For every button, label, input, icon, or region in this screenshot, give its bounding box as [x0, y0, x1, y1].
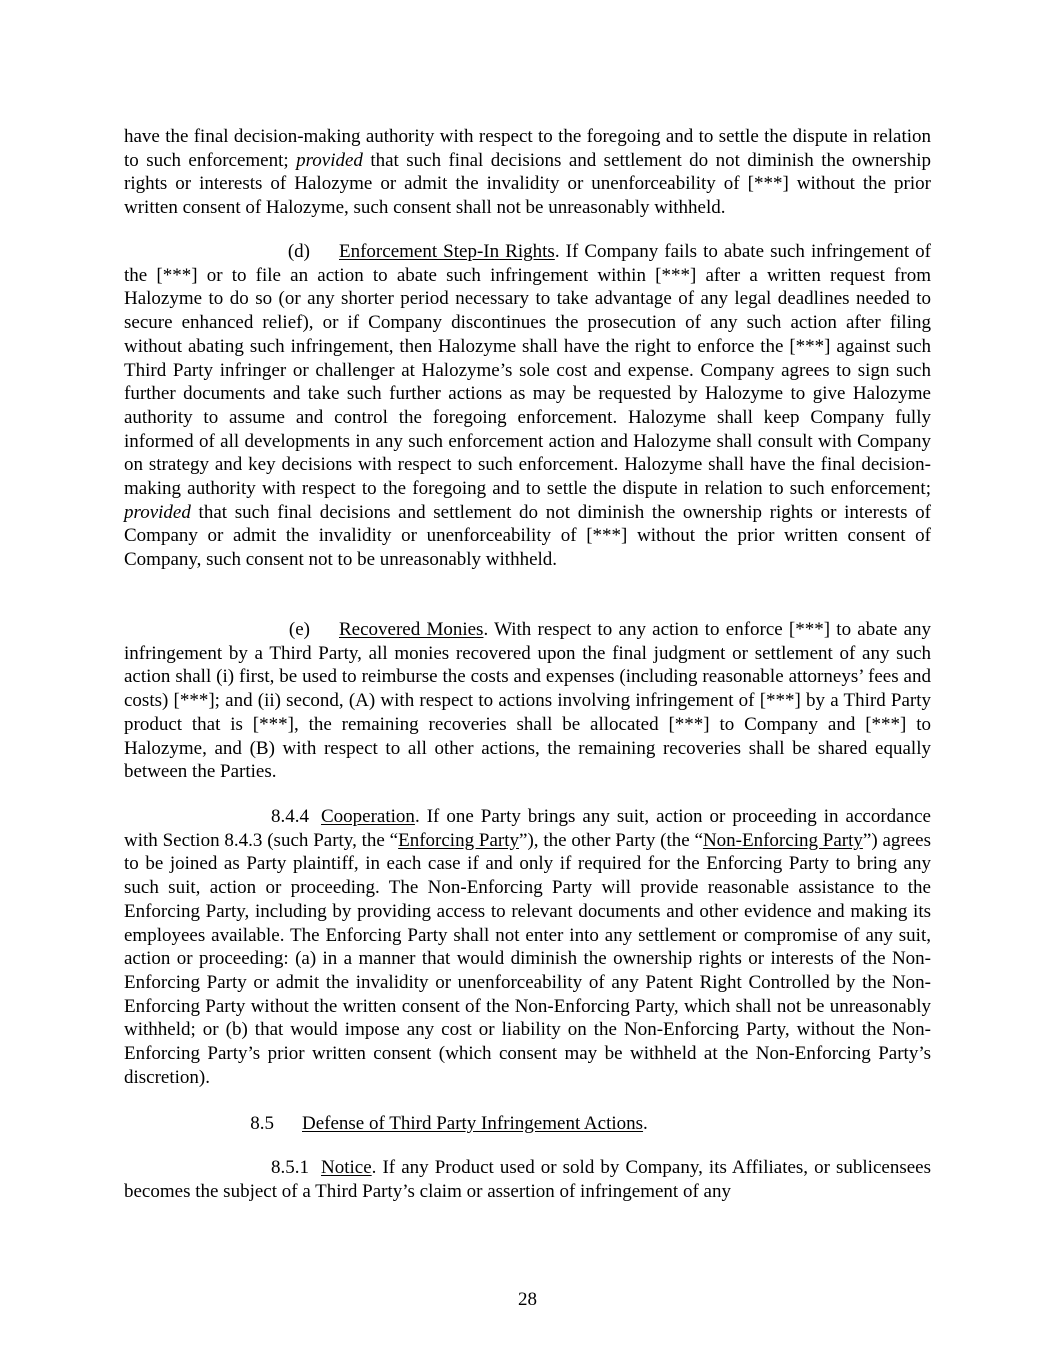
paragraph-text: have the final decision-making authority with respect to the foregoing and to settle the dispute in relation to such enforcement; [124, 126, 931, 171]
section-number: 8.4.4 [271, 806, 309, 827]
paragraph-text: . If any Product used or sold by Company, its Affiliates, or sublicensees becomes the subject of a Third Party’s claim or assertion of infringement of any [124, 1157, 931, 1202]
paragraph-text: ”), the other Party (the “ [519, 829, 703, 851]
defined-term-non-enforcing-party: Non-Enforcing Party [702, 829, 863, 851]
section-number: 8.5 [250, 1113, 274, 1134]
paragraph-text: that such final decisions and settlement do not diminish the ownership rights or interests of Halozyme or admit the invalidity or unenforceability of [***] without the prior written consent of Halozyme, such consent shall not be unreasonably withheld. [124, 149, 931, 219]
paragraph-text: . If Company fails to abate such infringement of the [***] or to file an action to abate such infringement within [***] after a written request from Halozyme to do so (or any shorter period necessary to take advantage of any legal deadlines needed to secure enhanced relief), or if Company discontinues the prosecution of any such action after filing without abating such infringement, then Halozyme shall have the right to enforce the [***] against such Third Party infringer or challenger at Halozyme’s sole cost and expense. Company agrees to sign such further documents and take such further actions as may be requested by Halozyme to give Halozyme authority to assume and control the foregoing enforcement. Halozyme shall keep Company fully informed of all developments in any such enforcement action and Halozyme shall consult with Company on strategy and key decisions with respect to such enforcement. Halozyme shall have the final decision-making authority with respect to the foregoing and to settle the dispute in relation to such enforcement; [124, 241, 931, 500]
paragraph-text: that such final decisions and settlement do not diminish the ownership rights or interests of Company or admit the invalidity or unenforceability of [***] without the prior written consent of Company, such consent not to be unreasonably withheld. [124, 501, 931, 571]
paragraph-text: . With respect to any action to enforce [***] to abate any infringement by a Third Party, all monies recovered upon the final judgment or settlement of any such action shall (i) first, be used to reimburse the costs and expenses (including reasonable attorneys’ fees and costs) [***]; and (ii) second, (A) with respect to actions involving infringement of [***] by a Third Party product that is [***], the remaining recoveries shall be allocated [***] to Company and [***] to Halozyme, and (B) with respect to all other actions, the remaining recoveries shall be shared equally between the Parties. [124, 619, 932, 783]
emphasis-provided: provided [296, 149, 363, 171]
paragraph-text: ”) agrees to be joined as Party plaintiff, in each case if and only if required for the Enforcing Party to bring any such suit, action or proceeding. The Non-Enforcing Party will provide reasonable assistance to the Enforcing Party, including by providing access to relevant documents and other evidence and making its employees available. The Enforcing Party shall not enter into any settlement or compromise of any suit, action or proceeding: (a) in a manner that would diminish the ownership rights or interests of the Non-Enforcing Party or admit the invalidity or unenforceability of any Patent Right Controlled by the Non-Enforcing Party without the written consent of the Non-Enforcing Party, which shall not be unreasonably withheld; or (b) that would impose any cost or liability on the Non-Enforcing Party, without the Non-Enforcing Party’s prior written consent (which consent may be withheld at the Non-Enforcing Party’s discretion). [124, 829, 932, 1088]
clause-heading: Recovered Monies [339, 619, 484, 640]
clause-heading: Enforcement Step-In Rights [339, 241, 555, 262]
paragraph-notice [124, 1156, 931, 1203]
section-heading: Defense of Third Party Infringement Actions [302, 1113, 644, 1134]
defined-term-enforcing-party: Enforcing Party [398, 829, 520, 851]
section-heading: Cooperation [321, 806, 415, 827]
paragraph-text: . [643, 1113, 648, 1134]
paragraph-text: . If one Party brings any suit, action or proceeding in accordance with Section 8.4.3 (such Party, the “ [124, 806, 931, 851]
section-heading-defense [124, 1112, 931, 1136]
clause-number: (d) [287, 241, 310, 262]
paragraph-cooperation [124, 805, 931, 1089]
section-number: 8.5.1 [271, 1157, 309, 1178]
clause-number: (e) [288, 619, 310, 640]
paragraph-recovered-monies [124, 618, 931, 784]
paragraph-continuation [124, 125, 931, 220]
page-number: 28 [518, 1289, 537, 1310]
emphasis-provided: provided [124, 501, 191, 523]
paragraph-enforcement-step-in-rights [124, 240, 931, 572]
section-heading: Notice [321, 1157, 372, 1178]
